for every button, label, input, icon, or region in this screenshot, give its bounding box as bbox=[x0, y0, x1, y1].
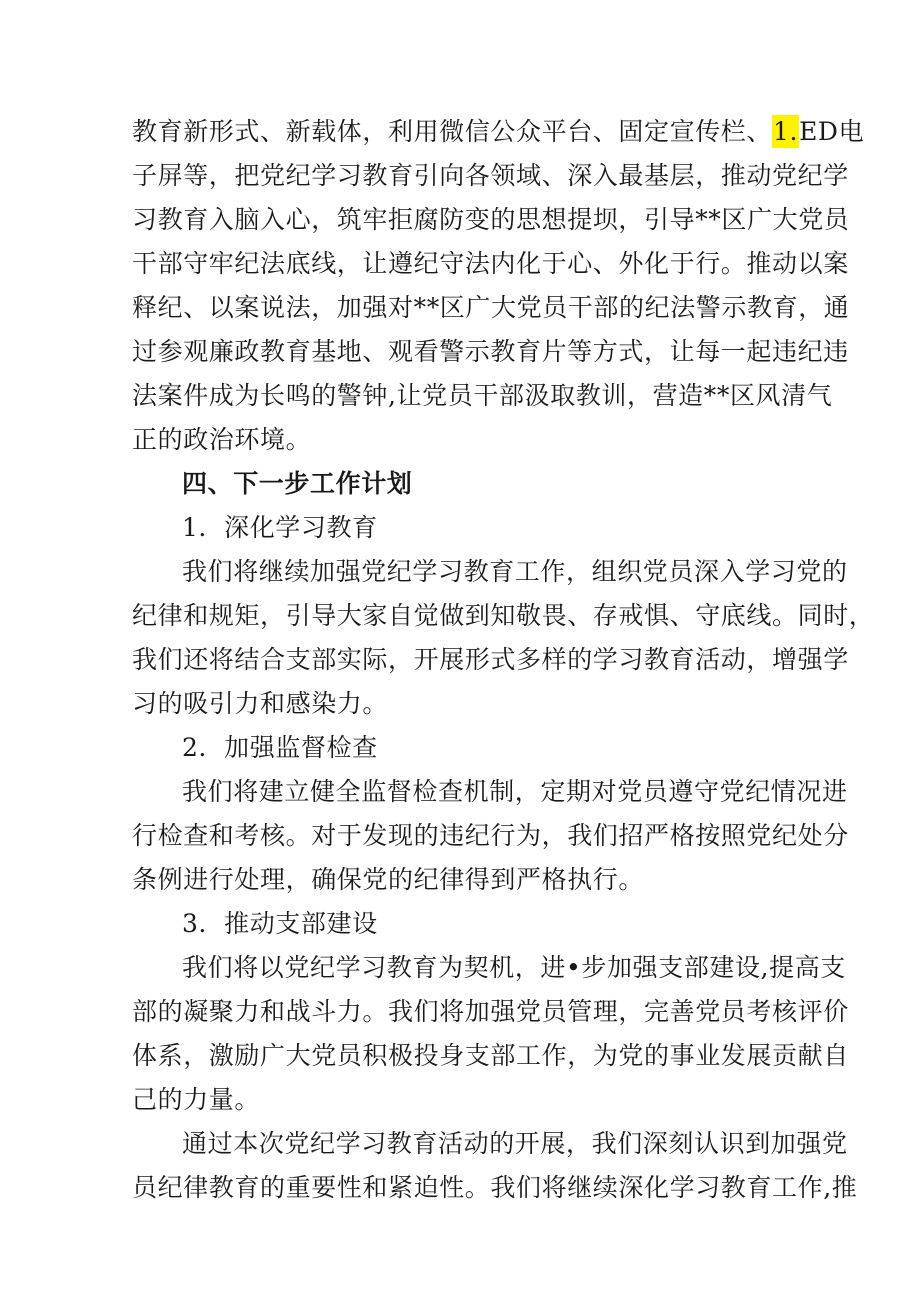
paragraph-line: 部的凝聚力和战斗力。我们将加强党员管理，完善党员考核评价 bbox=[132, 997, 849, 1026]
paragraph-line: 干部守牢纪法底线，让遵纪守法内化于心、外化于行。推动以案 bbox=[132, 249, 849, 278]
paragraph-line: 我们将以党纪学习教育为契机，进•步加强支部建设,提高支 bbox=[182, 953, 846, 982]
paragraph-line: 条例进行处理，确保党的纪律得到严格执行。 bbox=[132, 865, 645, 894]
paragraph-line: 正的政治环境。 bbox=[132, 425, 312, 454]
text-segment: 教育新形式、新载体，利用微信公众平台、固定宣传栏、 bbox=[132, 117, 773, 146]
item-title: 3．推动支部建设 bbox=[182, 909, 378, 938]
paragraph-line: 行检查和考核。对于发现的违纪行为，我们招严格按照党纪处分 bbox=[132, 821, 849, 850]
paragraph-line: 纪律和规矩，引导大家自觉做到知敬畏、存戒惧、守底线。同时， bbox=[132, 601, 875, 630]
paragraph-line: 子屏等，把党纪学习教育引向各领域、深入最基层，推动党纪学 bbox=[132, 161, 849, 190]
paragraph-line: 员纪律教育的重要性和紧迫性。我们将继续深化学习教育工作,推 bbox=[132, 1173, 858, 1202]
item-title: 2．加强监督检查 bbox=[182, 733, 378, 762]
item-title: 1．深化学习教育 bbox=[182, 513, 378, 542]
paragraph-line: 体系，激励广大党员积极投身支部工作，为党的事业发展贡献自 bbox=[132, 1041, 849, 1070]
paragraph-line: 习的吸引力和感染力。 bbox=[132, 689, 389, 718]
highlighted-text: 1. bbox=[773, 117, 799, 146]
paragraph-line: 习教育入脑入心，筑牢拒腐防变的思想提坝，引导**区广大党员 bbox=[132, 205, 850, 234]
paragraph-line: 通过本次党纪学习教育活动的开展，我们深刻认识到加强党 bbox=[182, 1129, 848, 1158]
paragraph-line: 我们将继续加强党纪学习教育工作，组织党员深入学习党的 bbox=[182, 557, 848, 586]
paragraph-line: 过参观廉政教育基地、观看警示教育片等方式，让每一起违纪违 bbox=[132, 337, 849, 366]
paragraph-line: 我们还将结合支部实际，开展形式多样的学习教育活动，增强学 bbox=[132, 645, 849, 674]
section-heading: 四、下一步工作计划 bbox=[182, 469, 413, 498]
paragraph-line: 己的力量。 bbox=[132, 1085, 261, 1114]
text-segment: ED电 bbox=[799, 117, 865, 146]
paragraph-line bbox=[132, 112, 865, 152]
paragraph-line: 法案件成为长鸣的警钟,让党员干部汲取教训，营造**区风清气 bbox=[132, 381, 833, 410]
paragraph-line: 释纪、以案说法，加强对**区广大党员干部的纪法警示教育，通 bbox=[132, 293, 850, 322]
paragraph-line: 我们将建立健全监督检查机制，定期对党员遵守党纪情况进 bbox=[182, 777, 848, 806]
